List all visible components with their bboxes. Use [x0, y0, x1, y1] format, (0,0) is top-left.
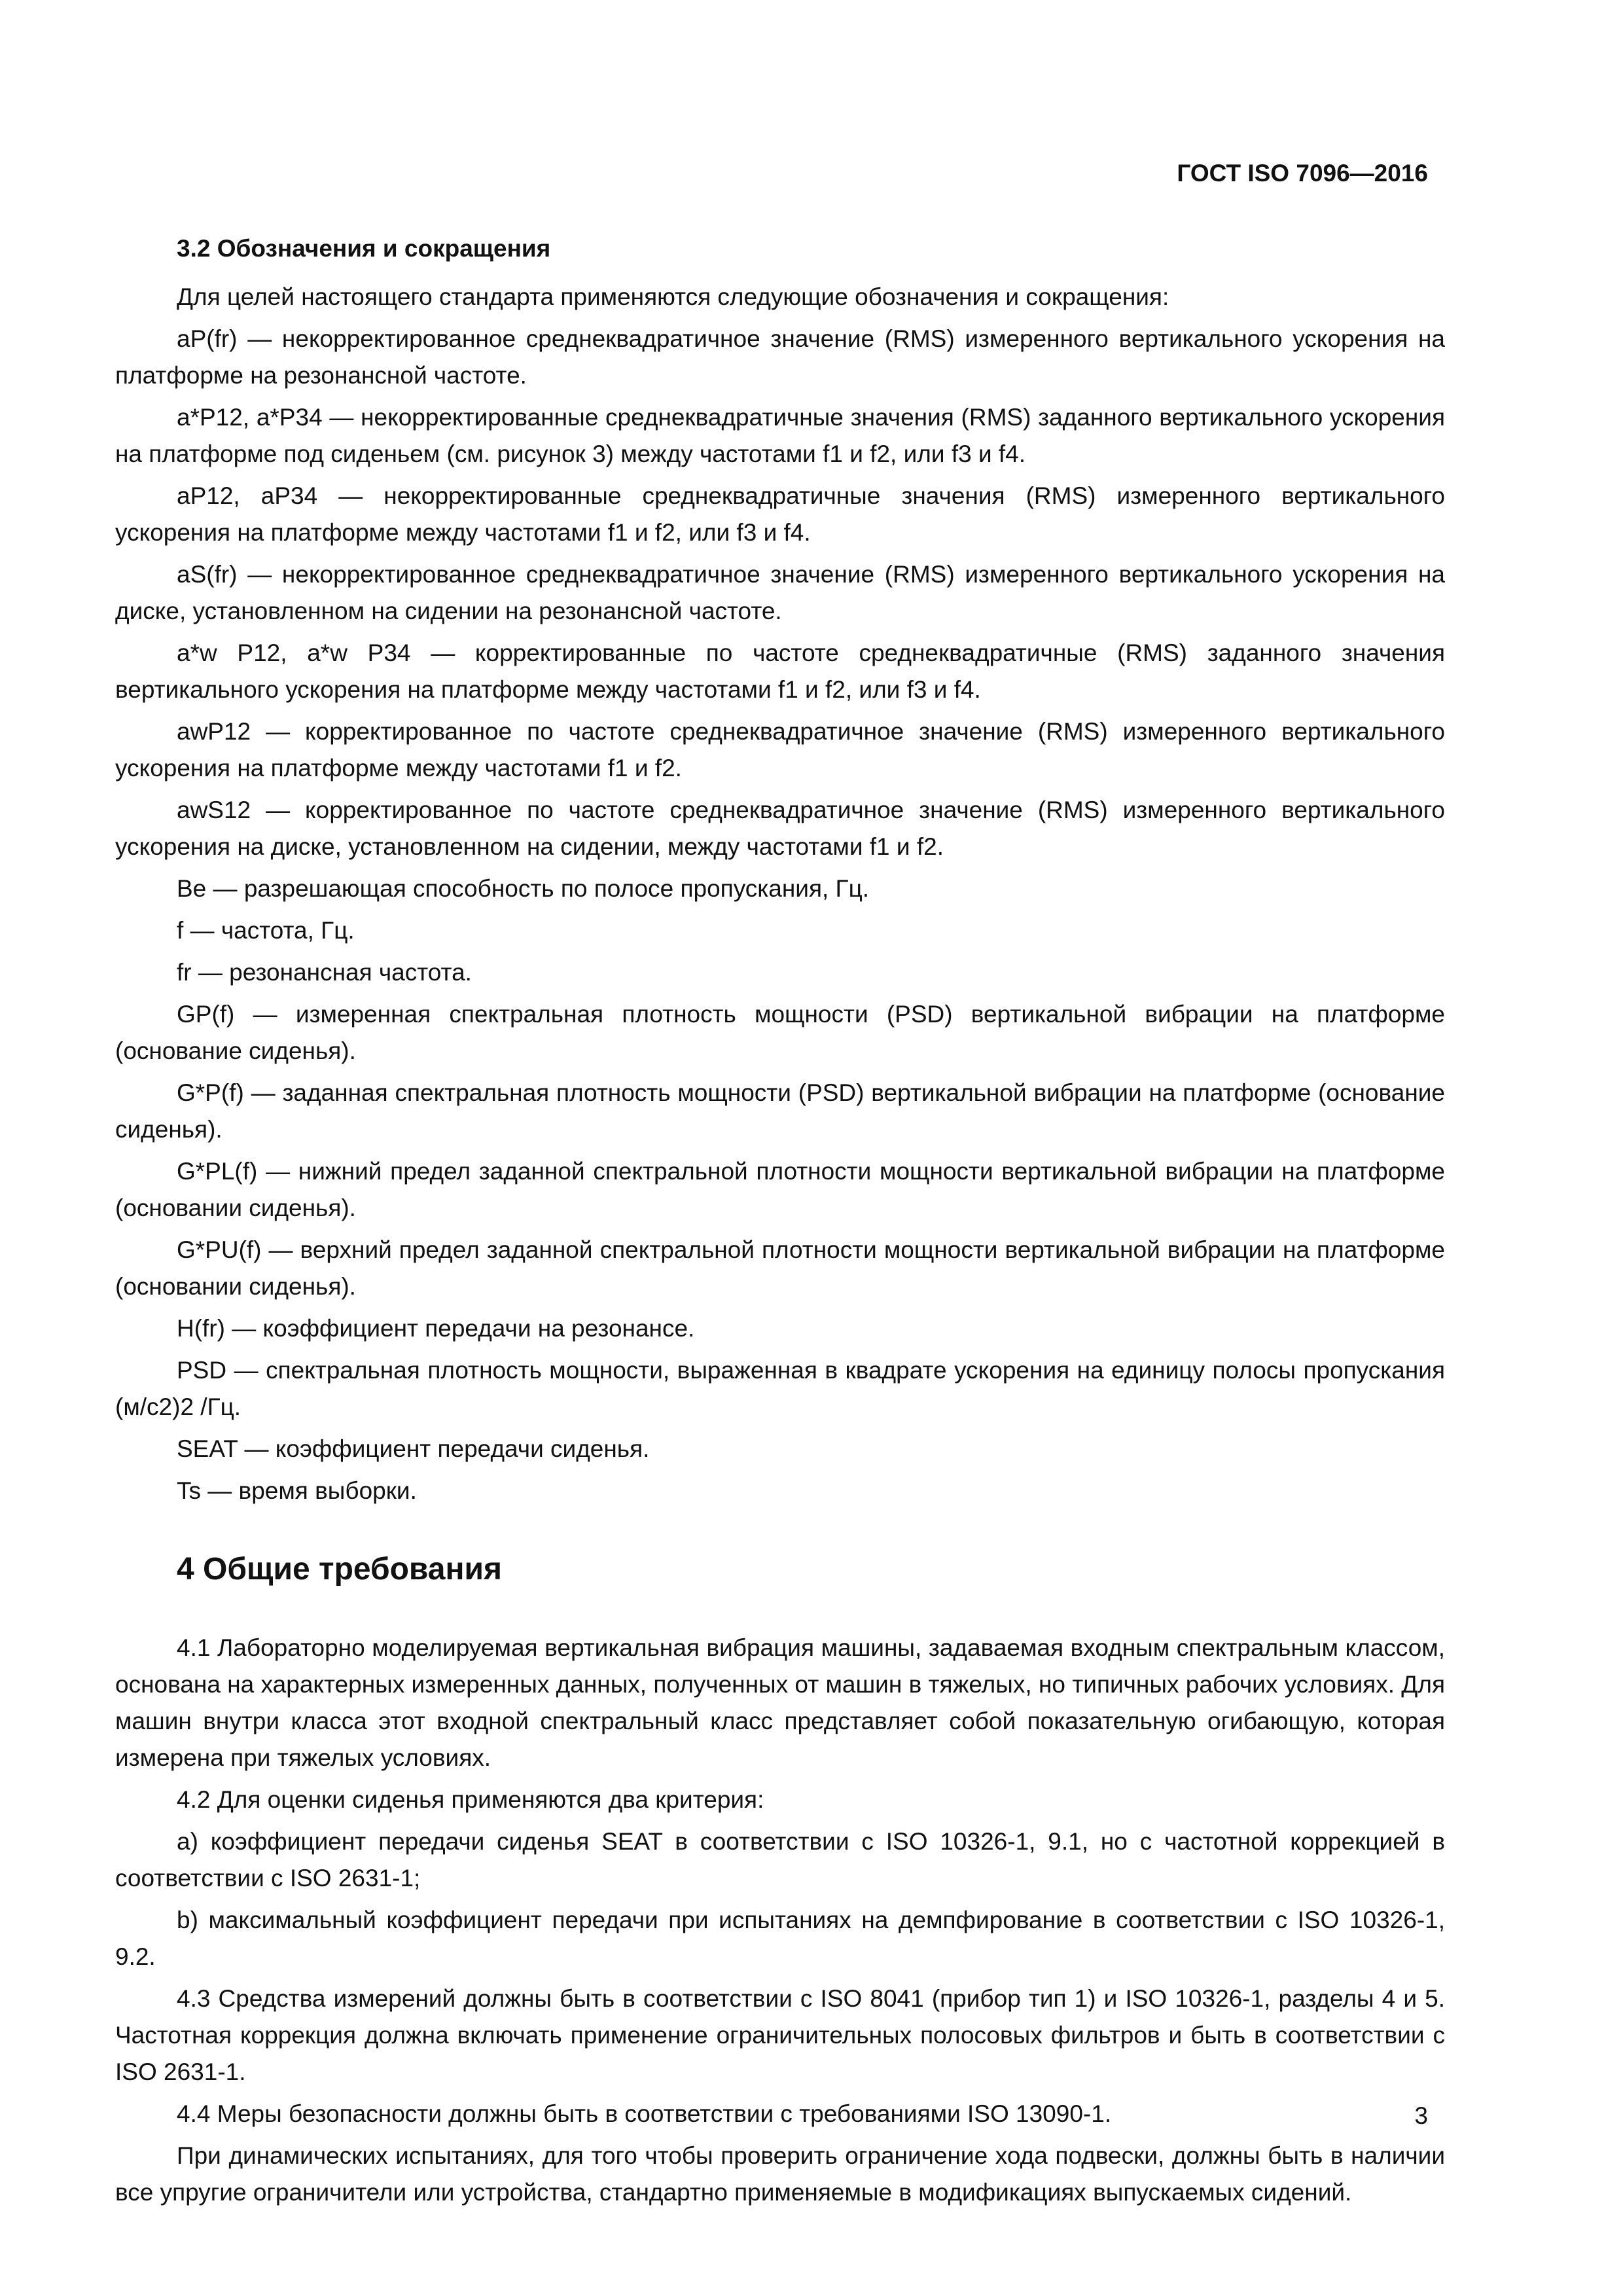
section-4-paragraph: a) коэффициент передачи сиденья SEAT в соответствии с ISO 10326-1, 9.1, но с частотной коррекцией в соответствии с ISO 2631-1;	[115, 1828, 1445, 1892]
symbol-definition: aP(fr) — некорректированное среднеквадратичное значение (RMS) измеренного вертикального ускорения на платформе на резонансной частоте.	[115, 325, 1445, 389]
symbol-definition: H(fr) — коэффициент передачи на резонансе.	[177, 1315, 695, 1342]
symbol-definition: PSD — спектральная плотность мощности, выраженная в квадрате ускорения на единицу полосы пропускания (м/с2)2 /Гц.	[115, 1357, 1445, 1420]
symbol-definition: G*PL(f) — нижний предел заданной спектральной плотности мощности вертикальной вибрации на платформе (основании сиденья).	[115, 1158, 1445, 1221]
symbol-definition: aP12, aP34 — некорректированные среднеквадратичные значения (RMS) измеренного вертикального ускорения на платформе между частотами f1 и f2, или f3 и f4.	[115, 482, 1445, 546]
symbol-definition: a*w P12, a*w P34 — корректированные по частоте среднеквадратичные (RMS) заданного значения вертикального ускорения на платформе между частотами f1 и f2, или f3 и f4.	[115, 639, 1445, 703]
symbol-definition: SEAT — коэффициент передачи сиденья.	[177, 1435, 650, 1462]
section-4-paragraph: b) максимальный коэффициент передачи при испытаниях на демпфирование в соответствии с ISO 10326-1, 9.2.	[115, 1907, 1445, 1970]
symbol-definition: G*P(f) — заданная спектральная плотность мощности (PSD) вертикальной вибрации на платформе (основание сиденья).	[115, 1079, 1445, 1143]
symbol-definition: a*P12, a*P34 — некорректированные среднеквадратичные значения (RMS) заданного вертикального ускорения на платформе под сиденьем (см. рисунок 3) между частотами f1 и f2, или f3 и f4.	[115, 404, 1445, 467]
symbol-definition: Be — разрешающая способность по полосе пропускания, Гц.	[177, 875, 870, 902]
symbol-definition: aS(fr) — некорректированное среднеквадратичное значение (RMS) измеренного вертикального ускорения на диске, установленном на сидении на резонансной частоте.	[115, 561, 1445, 624]
symbol-definition: f — частота, Гц.	[177, 917, 355, 944]
page-number: 3	[1414, 2102, 1428, 2129]
section-3-2-intro: Для целей настоящего стандарта применяются следующие обозначения и сокращения:	[177, 283, 1169, 310]
section-4-paragraph: 4.3 Средства измерений должны быть в соответствии с ISO 8041 (прибор тип 1) и ISO 10326-1, разделы 4 и 5. Частотная коррекция должна включать применение ограничительных полосовых фильтров и быть в соответствии с ISO 2631-1.	[115, 1985, 1445, 2085]
section-4-heading: 4 Общие требования	[177, 1552, 502, 1587]
symbol-definition: awS12 — корректированное по частоте среднеквадратичное значение (RMS) измеренного вертикального ускорения на диске, установленном на сидении, между частотами f1 и f2.	[115, 797, 1445, 860]
section-4-paragraph: 4.1 Лабораторно моделируемая вертикальная вибрация машины, задаваемая входным спектральным классом, основана на характерных измеренных данных, полученных от машин в тяжелых, но типичных рабочих условиях. Для машин внутри класса этот входной спектральный класс представляет собой показательную огибающую, которая измерена при тяжелых условиях.	[115, 1634, 1445, 1771]
symbol-definition: G*PU(f) — верхний предел заданной спектральной плотности мощности вертикальной вибрации на платформе (основании сиденья).	[115, 1236, 1445, 1300]
page-content	[115, 230, 1445, 2211]
section-4-paragraph: 4.2 Для оценки сиденья применяются два критерия:	[177, 1786, 764, 1813]
section-4-paragraph: 4.4 Меры безопасности должны быть в соответствии с требованиями ISO 13090-1.	[177, 2100, 1112, 2127]
symbol-definition: fr — резонансная частота.	[177, 959, 472, 986]
symbol-definition: Ts — время выборки.	[177, 1477, 417, 1504]
section-3-2-heading: 3.2 Обозначения и сокращения	[177, 235, 551, 262]
symbol-definition: awP12 — корректированное по частоте среднеквадратичное значение (RMS) измеренного вертикального ускорения на платформе между частотами f1 и f2.	[115, 718, 1445, 781]
standard-code-header: ГОСТ ISO 7096—2016	[1177, 160, 1428, 187]
section-4-paragraph: При динамических испытаниях, для того чтобы проверить ограничение хода подвески, должны быть в наличии все упругие ограничители или устройства, стандартно применяемые в модификациях выпускаемых сидений.	[115, 2142, 1445, 2206]
symbol-definition: GP(f) — измеренная спектральная плотность мощности (PSD) вертикальной вибрации на платформе (основание сиденья).	[115, 1001, 1445, 1064]
